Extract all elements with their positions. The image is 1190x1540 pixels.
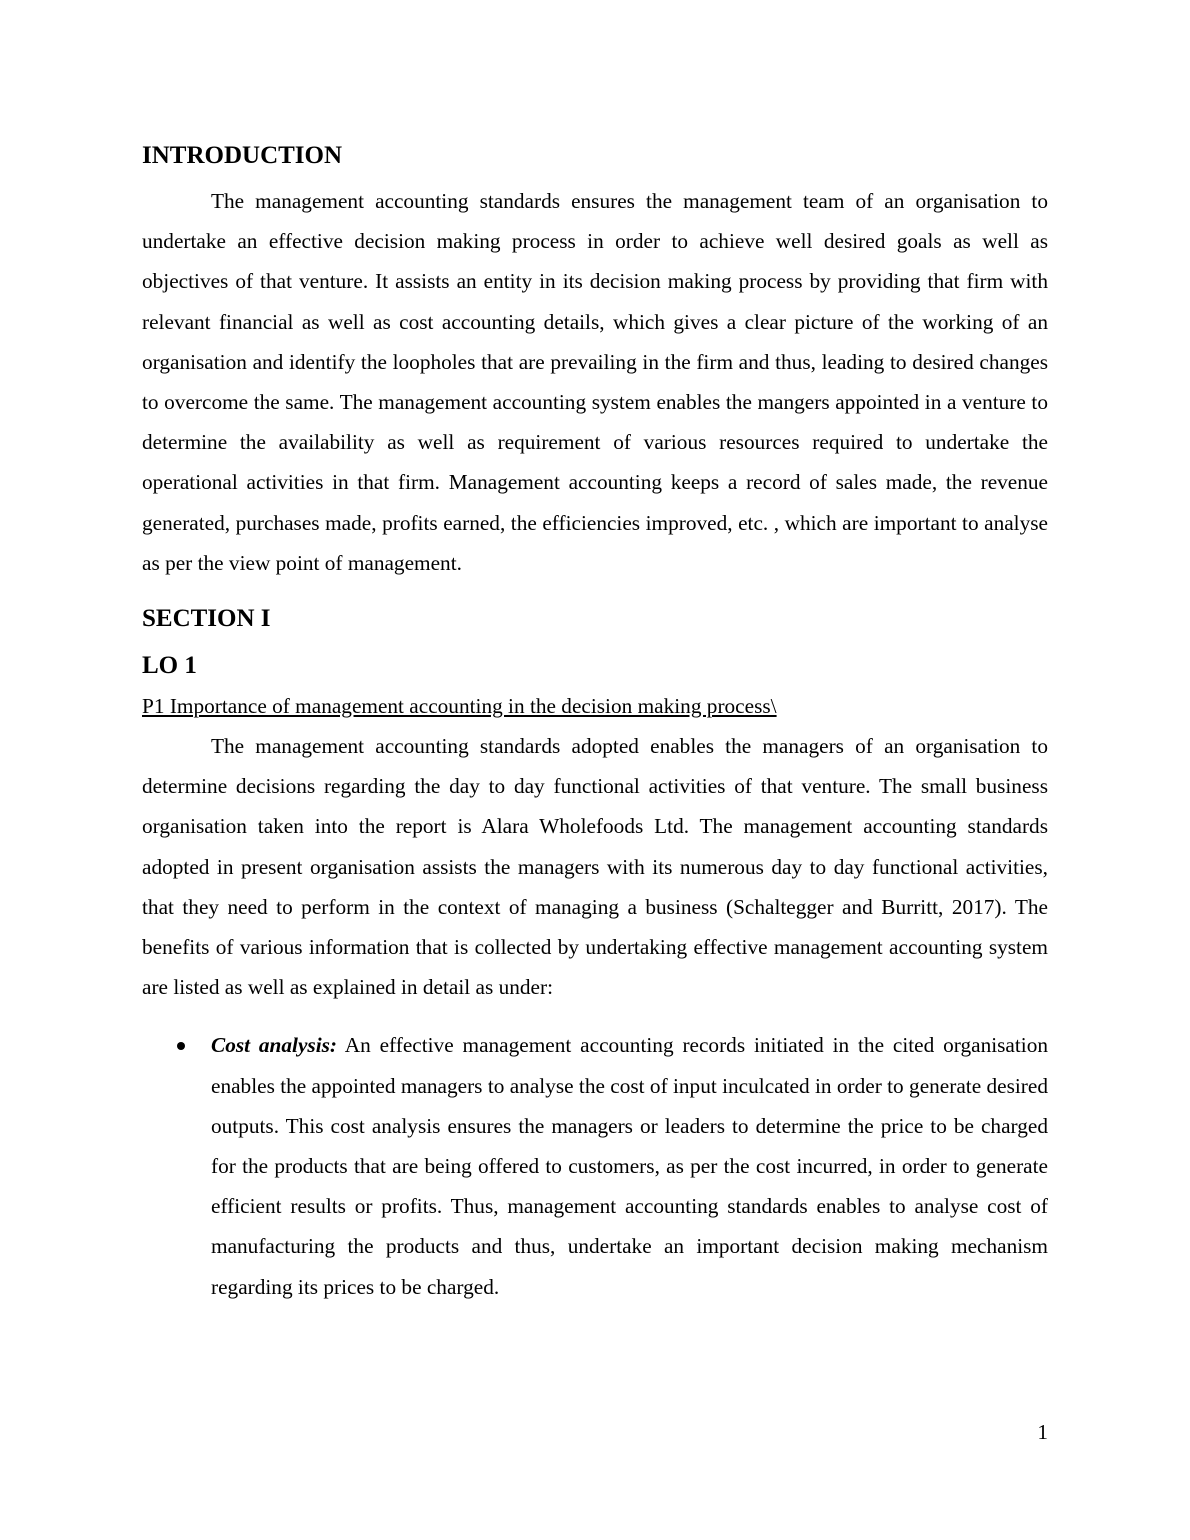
p1-paragraph: The management accounting standards adopted enables the managers of an organisation to determine decisions regarding the day to day functional activities of that venture. The small business organisation taken into the report is Alara Wholefoods Ltd. The management accounting standards adopted in present organisation assists the managers with its numerous day to day functional activities, that they need to perform in the context of managing a business (Schaltegger and Burritt, 2017). The benefits of various information that is collected by undertaking effective management accounting system are listed as well as explained in detail as under:: [142, 734, 1048, 1000]
learning-outcome-heading: LO 1: [142, 652, 197, 680]
page-number: 1: [1037, 1420, 1048, 1444]
bullet-text: An effective management accounting records initiated in the cited organisation enables the appointed managers to analyse the cost of input inculcated in order to generate desired outputs. This cost analysis ensures the managers or leaders to determine the price to be charged for the products that are being offered to customers, as per the cost incurred, in order to generate efficient results or profits. Thus, management accounting standards enables to analyse cost of manufacturing the products and thus, undertake an important decision making mechanism regarding its prices to be charged.: [211, 1033, 1049, 1299]
introduction-heading: INTRODUCTION: [142, 142, 343, 169]
section-heading: SECTION I: [142, 605, 271, 633]
bullet-icon: [177, 1042, 185, 1050]
benefits-list: [142, 1025, 1048, 1306]
p1-subheading: P1 Importance of management accounting in the decision making process\: [142, 694, 777, 719]
document-page: [142, 138, 1048, 1307]
list-item: [142, 1025, 1048, 1306]
introduction-paragraph: The management accounting standards ensures the management team of an organisation to undertake an effective decision making process in order to achieve well desired goals as well as objectives of that venture. It assists an entity in its decision making process by providing that firm with relevant financial as well as cost accounting details, which gives a clear picture of the working of an organisation and identify the loopholes that are prevailing in the firm and thus, leading to desired changes to overcome the same. The management accounting system enables the mangers appointed in a venture to determine the availability as well as requirement of various resources required to undertake the operational activities in that firm. Management accounting keeps a record of sales made, the revenue generated, purchases made, profits earned, the efficiencies improved, etc. , which are important to analyse as per the view point of management.: [142, 189, 1048, 575]
bullet-term: Cost analysis:: [211, 1033, 338, 1058]
